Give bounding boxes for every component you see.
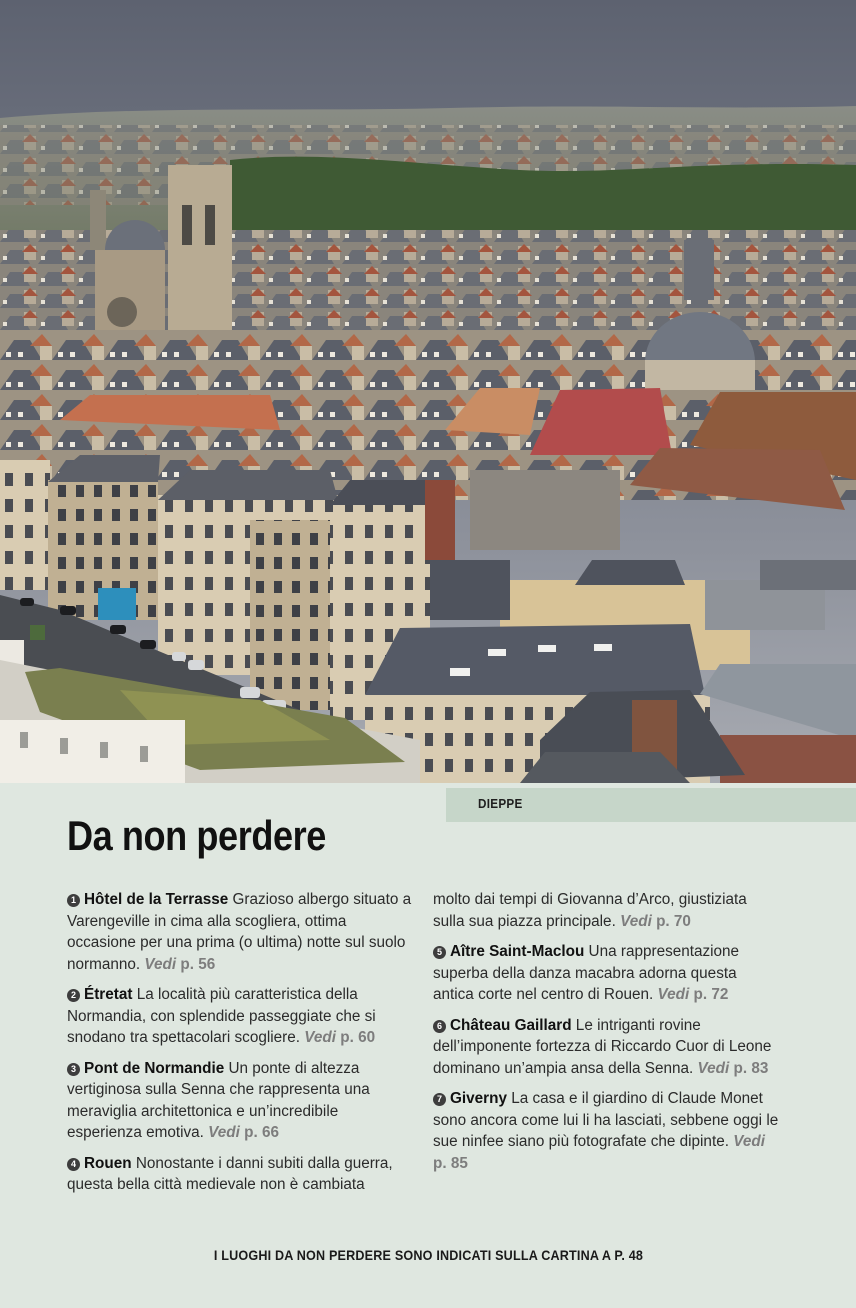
- left-column: [67, 889, 413, 1205]
- list-item: [433, 1015, 779, 1080]
- reference-word: Vedi: [144, 955, 177, 973]
- list-item: [433, 1088, 779, 1174]
- number-badge: 4: [67, 1158, 80, 1171]
- page-reference[interactable]: [658, 986, 729, 1003]
- page-reference[interactable]: [208, 1124, 279, 1141]
- number-badge: 6: [433, 1020, 446, 1033]
- reference-word: Vedi: [208, 1124, 240, 1141]
- reference-page: p. 85: [433, 1154, 468, 1172]
- number-badge: 2: [67, 989, 80, 1002]
- item-name: Étretat: [84, 986, 133, 1003]
- page-reference[interactable]: [620, 913, 691, 930]
- number-badge: 7: [433, 1093, 446, 1106]
- item-name: Pont de Normandie: [84, 1059, 225, 1077]
- reference-word: Vedi: [733, 1133, 765, 1150]
- section-tag-label: DIEPPE: [478, 796, 523, 811]
- item-description: Un ponte di altezza vertiginosa sulla Senna che rappresenta una meraviglia architettonica e un’incredibile esperienza emotiva.: [67, 1059, 370, 1141]
- reference-word: Vedi: [657, 986, 690, 1003]
- section-tag: [446, 788, 856, 822]
- reference-page: p. 66: [239, 1124, 280, 1141]
- page-reference[interactable]: [304, 1029, 375, 1046]
- right-column: [433, 889, 779, 1183]
- footer-text: I LUOGHI DA NON PERDERE SONO INDICATI SULLA CARTINA A P. 48: [213, 1247, 643, 1263]
- list-item: [67, 1058, 413, 1144]
- list-item-continuation: [433, 889, 779, 932]
- item-name: Rouen: [84, 1154, 132, 1172]
- list-item: [433, 941, 779, 1006]
- number-badge: 1: [67, 894, 80, 907]
- number-badge: 3: [67, 1063, 80, 1076]
- number-badge: 5: [433, 946, 446, 959]
- reference-word: Vedi: [304, 1029, 336, 1046]
- list-item: [67, 984, 413, 1049]
- page-reference[interactable]: [144, 956, 215, 973]
- list-item: [67, 889, 413, 975]
- item-name: Aître Saint-Maclou: [450, 943, 585, 960]
- reference-page: p. 83: [729, 1059, 769, 1077]
- item-description: Grazioso albergo situato a Varengeville in cima alla scogliera, ottima occasione per una prima (o ultima) notte sul suolo normanno.: [67, 891, 412, 973]
- item-description: La località più caratteristica della Normandia, con splendide passeggiate che si snodano tra spettacolari scogliere.: [67, 986, 376, 1046]
- map-reference-footer: [0, 1247, 856, 1263]
- item-description: Una rappresentazione superba della danza macabra adorna questa antica corte nel centro di Rouen.: [433, 943, 740, 1003]
- reference-page: p. 56: [176, 955, 216, 973]
- list-item: [67, 1153, 413, 1196]
- item-description: Nonostante i danni subiti dalla guerra, questa bella città medievale non è cambiata: [67, 1154, 393, 1193]
- item-description: Le intriganti rovine dell’imponente fortezza di Riccardo Cuor di Leone dominano un’ampia ansa della Senna.: [433, 1016, 772, 1077]
- reference-page: p. 70: [651, 912, 691, 930]
- reference-page: p. 72: [689, 986, 729, 1003]
- page-title: Da non perdere: [67, 812, 326, 859]
- item-name: Hôtel de la Terrasse: [84, 891, 229, 908]
- item-description: molto dai tempi di Giovanna d’Arco, giustiziata sulla sua piazza principale.: [433, 891, 747, 930]
- page-reference[interactable]: [697, 1060, 768, 1077]
- item-name: Château Gaillard: [450, 1016, 572, 1034]
- reference-word: Vedi: [697, 1059, 730, 1077]
- item-description: La casa e il giardino di Claude Monet sono ancora come lui li ha lasciati, sebbene oggi le sue ninfee siano più fotografate che dipinte.: [433, 1090, 779, 1150]
- reference-word: Vedi: [620, 912, 652, 930]
- reference-page: p. 60: [336, 1029, 376, 1046]
- item-name: Giverny: [450, 1090, 507, 1107]
